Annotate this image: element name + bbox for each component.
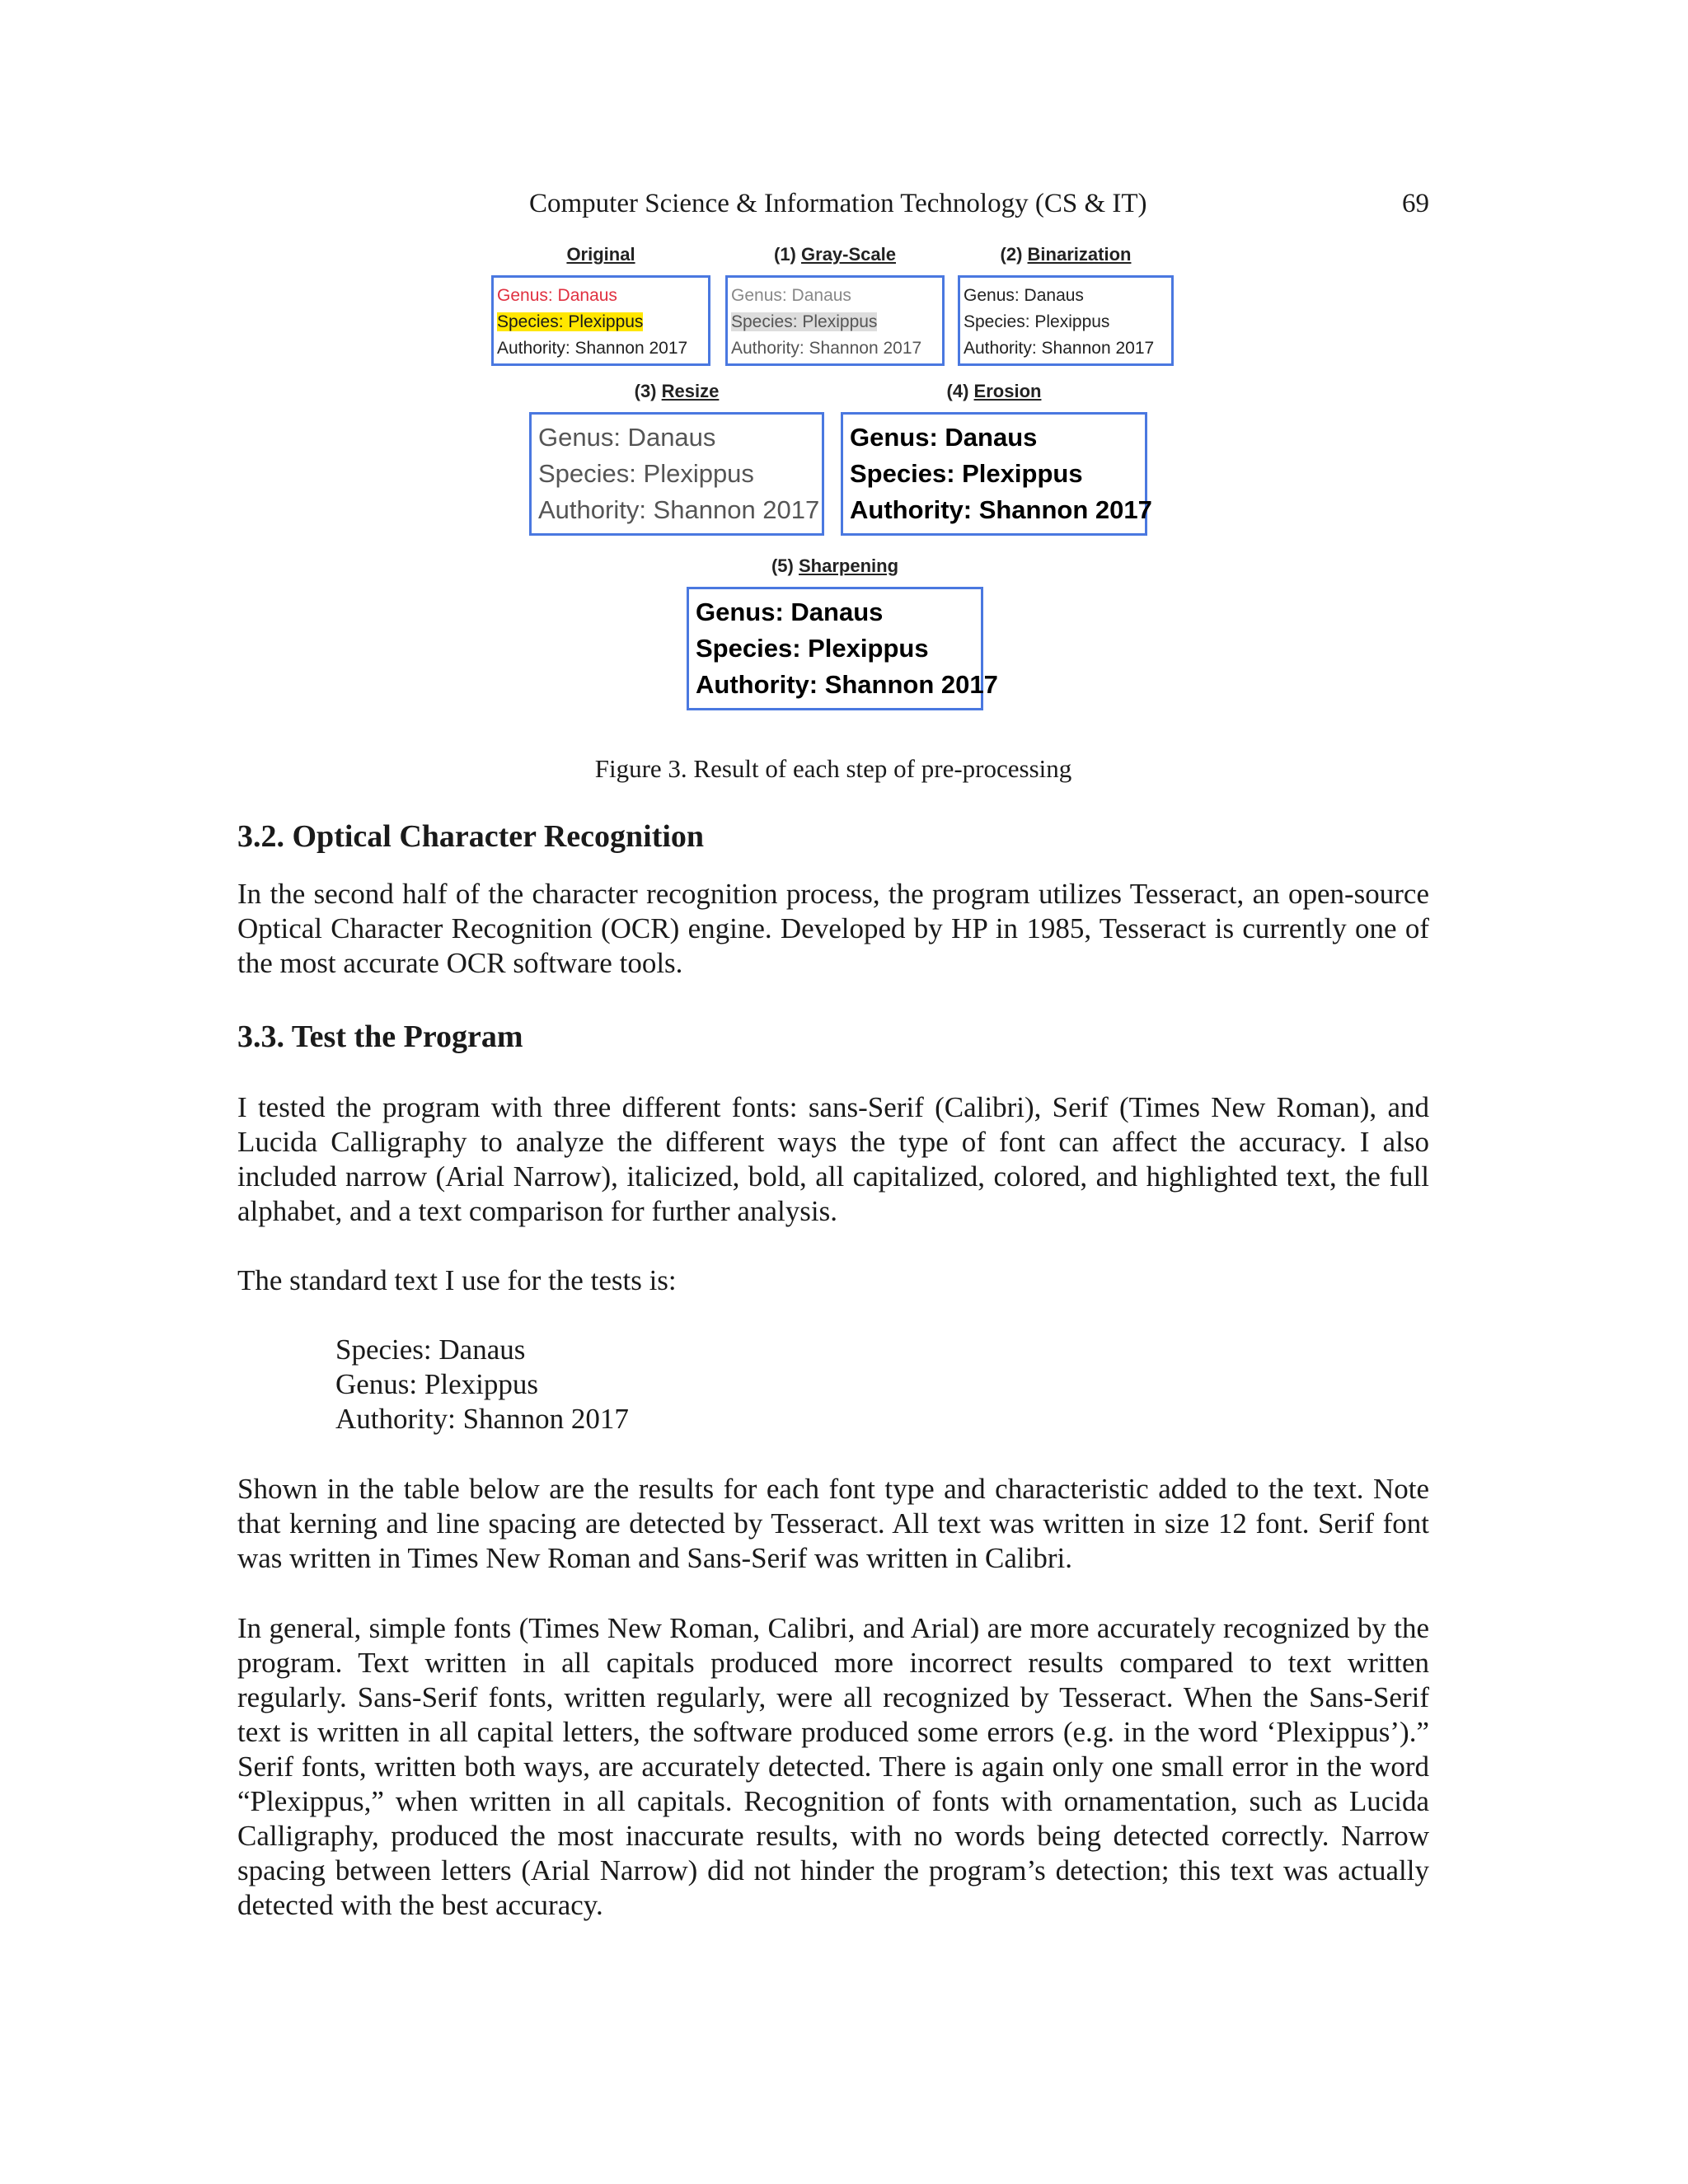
paragraph: In general, simple fonts (Times New Roman, Calibri, and Arial) are more accurately recognized by the program. Text written in all capitals produced more incorrect results compared to text written regularly. Sans-Serif fonts, written regularly, were all recognized by Tesseract. When the Sans-Serif text is written in all capital letters, the software produced some errors (e.g. in the word ‘Plexippus’).” Serif fonts, written both ways, are accurately detected. There is again only one small error in the word “Plexippus,” when written in all capitals. Recognition of fonts with ornamentation, such as Lucida Calligraphy, produced the most inaccurate results, with no words being detected correctly. Narrow spacing between letters (Arial Narrow) did not hinder the program’s detection; this text was actually detected with the best accuracy.	[237, 1612, 1429, 1921]
panel-original	[491, 244, 710, 368]
panel-erosion	[841, 381, 1152, 534]
species-line: Species: Plexippus	[964, 312, 1110, 331]
panel-resize	[529, 381, 824, 534]
panel-title: (4) Erosion	[946, 381, 1042, 401]
authority-line: Authority: Shannon 2017	[696, 670, 998, 699]
genus-line: Genus: Danaus	[850, 423, 1038, 452]
paragraph: The standard text I use for the tests is:	[237, 1264, 677, 1296]
figure-caption: Figure 3. Result of each step of pre-processing	[594, 754, 1072, 783]
authority-line: Authority: Shannon 2017	[538, 495, 820, 524]
section-heading-3-2: 3.2. Optical Character Recognition	[237, 819, 705, 854]
authority-line: Authority: Shannon 2017	[850, 495, 1152, 524]
authority-line: Authority: Shannon 2017	[731, 339, 922, 358]
genus-line: Genus: Danaus	[538, 423, 716, 452]
section-heading-3-3: 3.3. Test the Program	[237, 1019, 523, 1054]
standard-text-line: Species: Danaus	[335, 1333, 526, 1366]
genus-line: Genus: Danaus	[696, 598, 884, 626]
panel-image	[529, 412, 824, 536]
genus-line: Genus: Danaus	[731, 286, 851, 305]
species-line: Species: Plexippus	[538, 459, 754, 488]
paragraph: I tested the program with three different fonts: sans-Serif (Calibri), Serif (Times New Roman), and Lucida Calligraphy to analyze the different ways the type of font can affect the accuracy. I also included narrow (Arial Narrow), italicized, bold, all capitalized, colored, and highlighted text, the full alphabet, and a text comparison for further analysis.	[237, 1091, 1429, 1227]
panel-title: (1) Gray-Scale	[774, 244, 896, 265]
genus-line: Genus: Danaus	[964, 286, 1084, 305]
standard-text-line: Authority: Shannon 2017	[335, 1403, 629, 1435]
panel-image	[841, 412, 1152, 536]
paragraph: Shown in the table below are the results for each font type and characteristic added to the text. Note that kerning and line spacing are detected by Tesseract. All text was written in size 12 font. Serif font was written in Times New Roman and Sans-Serif was written in Calibri.	[237, 1473, 1429, 1574]
species-line: Species: Plexippus	[696, 634, 929, 663]
running-header	[237, 185, 1429, 223]
panel-binarization	[958, 244, 1174, 368]
species-line: Species: Plexippus	[850, 459, 1083, 488]
figure-3	[486, 239, 1179, 725]
species-line: Species: Plexippus	[497, 312, 644, 331]
panel-image	[958, 275, 1174, 366]
genus-line: Genus: Danaus	[497, 286, 617, 305]
paragraph: In the second half of the character recognition process, the program utilizes Tesseract, an open-source Optical Character Recognition (OCR) engine. Developed by HP in 1985, Tesseract is currently one of the most accurate OCR software tools.	[237, 878, 1429, 979]
journal-title: Computer Science & Information Technology (CS & IT)	[529, 189, 1147, 218]
panel-title: (3) Resize	[634, 381, 720, 401]
panel-title: Original	[566, 244, 635, 265]
panel-image	[687, 587, 998, 710]
panel-image	[725, 275, 945, 366]
panel-sharpening	[687, 555, 998, 709]
standard-text-line: Genus: Plexippus	[335, 1368, 538, 1400]
authority-line: Authority: Shannon 2017	[964, 339, 1155, 358]
panel-title: (2) Binarization	[1000, 244, 1132, 265]
panel-grayscale	[725, 244, 945, 368]
panel-title: (5) Sharpening	[771, 555, 899, 576]
page-number: 69	[1402, 189, 1429, 218]
authority-line: Authority: Shannon 2017	[497, 339, 688, 358]
panel-image	[491, 275, 710, 366]
species-line: Species: Plexippus	[731, 312, 878, 331]
